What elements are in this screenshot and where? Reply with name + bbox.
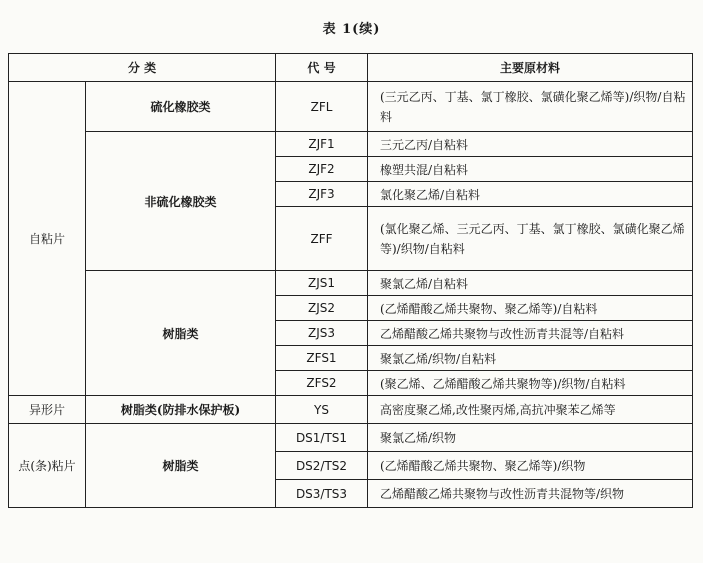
material-cell: (氯化聚乙烯、三元乙丙、丁基、氯丁橡胶、氯磺化聚乙烯等)/织物/自粘料 [368, 207, 693, 271]
material-cell: 高密度聚乙烯,改性聚丙烯,高抗冲聚苯乙烯等 [368, 396, 693, 424]
subgroup-label: 非硫化橡胶类 [86, 132, 276, 271]
material-cell: 橡塑共混/自粘料 [368, 157, 693, 182]
code-cell: DS3/TS3 [276, 480, 368, 508]
material-cell: (聚乙烯、乙烯醋酸乙烯共聚物等)/织物/自粘料 [368, 371, 693, 396]
table-caption: 表 1(续) [322, 22, 381, 37]
group-label: 异形片 [9, 396, 86, 424]
subgroup-label: 树脂类 [86, 271, 276, 396]
material-cell: 乙烯醋酸乙烯共聚物与改性沥青共混等/自粘料 [368, 321, 693, 346]
subgroup-label: 硫化橡胶类 [86, 82, 276, 132]
table-row [9, 396, 693, 424]
code-cell: ZJF2 [276, 157, 368, 182]
code-cell: DS2/TS2 [276, 452, 368, 480]
code-cell: DS1/TS1 [276, 424, 368, 452]
material-table [8, 53, 693, 508]
code-cell: ZFS1 [276, 346, 368, 371]
code-cell: ZJS3 [276, 321, 368, 346]
header-material: 主要原材料 [368, 54, 693, 82]
material-cell: 聚氯乙烯/织物/自粘料 [368, 346, 693, 371]
code-cell: ZFF [276, 207, 368, 271]
code-cell: ZFS2 [276, 371, 368, 396]
material-cell: (乙烯醋酸乙烯共聚物、聚乙烯等)/织物 [368, 452, 693, 480]
code-cell: ZJF1 [276, 132, 368, 157]
header-row [9, 54, 693, 82]
material-cell: 聚氯乙烯/自粘料 [368, 271, 693, 296]
subgroup-label: 树脂类(防排水保护板) [86, 396, 276, 424]
table-row [9, 82, 693, 132]
material-cell: 乙烯醋酸乙烯共聚物与改性沥青共混物等/织物 [368, 480, 693, 508]
code-cell: ZJS2 [276, 296, 368, 321]
code-cell: ZFL [276, 82, 368, 132]
header-category: 分 类 [9, 54, 276, 82]
table-row [9, 132, 693, 157]
code-cell: YS [276, 396, 368, 424]
code-cell: ZJS1 [276, 271, 368, 296]
material-cell: 聚氯乙烯/织物 [368, 424, 693, 452]
table-row [9, 424, 693, 452]
material-cell: (乙烯醋酸乙烯共聚物、聚乙烯等)/自粘料 [368, 296, 693, 321]
subgroup-label: 树脂类 [86, 424, 276, 508]
table-row [9, 271, 693, 296]
material-cell: (三元乙丙、丁基、氯丁橡胶、氯磺化聚乙烯等)/织物/自粘料 [368, 82, 693, 132]
group-label: 自粘片 [9, 82, 86, 396]
material-cell: 三元乙丙/自粘料 [368, 132, 693, 157]
material-cell: 氯化聚乙烯/自粘料 [368, 182, 693, 207]
header-code: 代 号 [276, 54, 368, 82]
code-cell: ZJF3 [276, 182, 368, 207]
group-label: 点(条)粘片 [9, 424, 86, 508]
